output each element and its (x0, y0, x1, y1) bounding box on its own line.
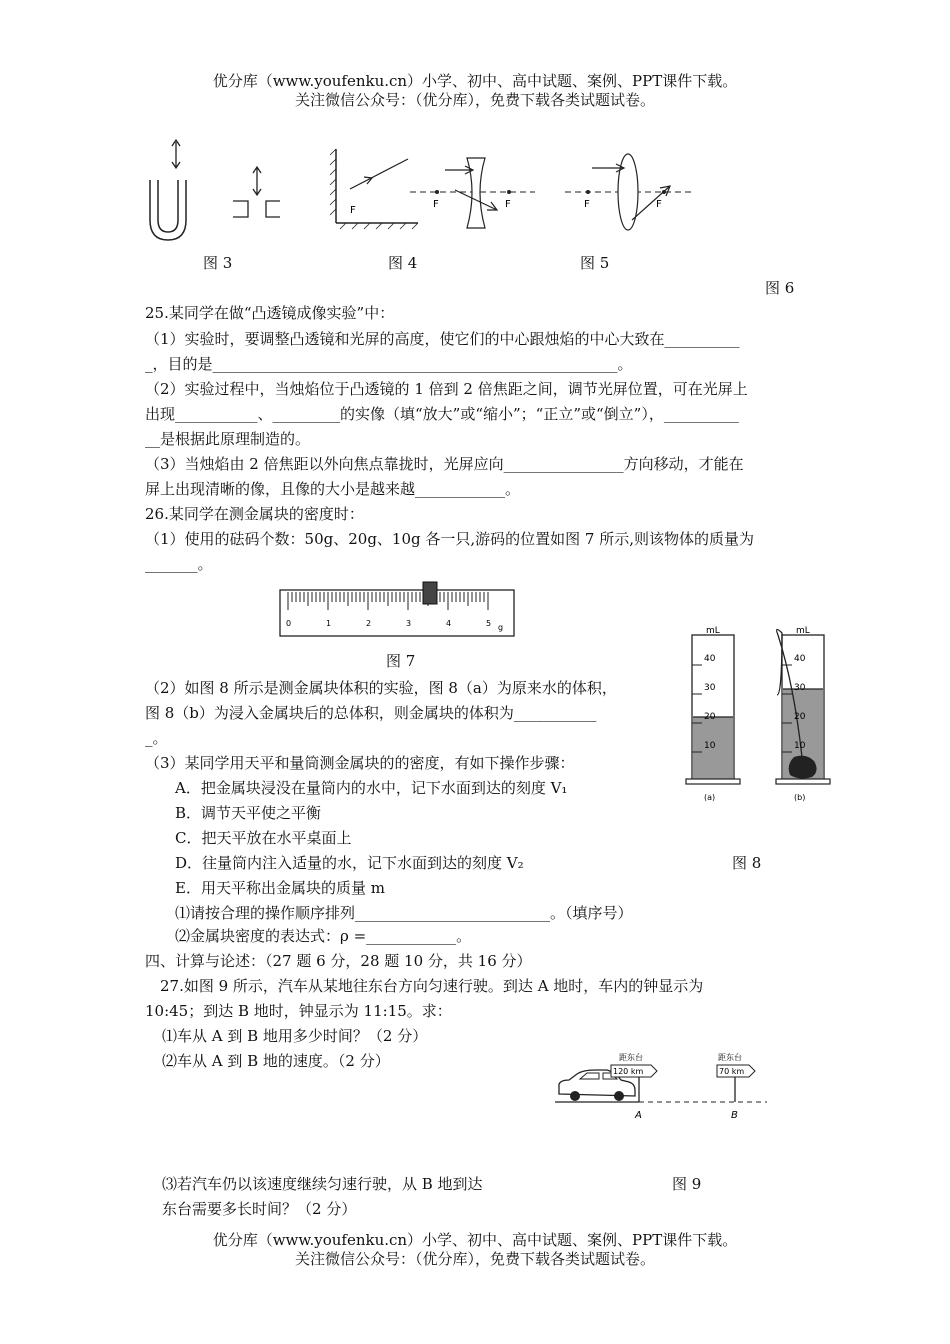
ruler-label: 3 (406, 619, 412, 628)
cylinder-unit-label: mL (706, 626, 720, 636)
q26-step-d: D．往量筒内注入适量的水，记下水面到达的刻度 V₂ (175, 854, 524, 872)
figure-9-caption: 图 9 (672, 1175, 702, 1193)
figure-8-caption: 图 8 (732, 854, 762, 872)
q25-part2-line2: 出现___________、_________的实像（填“放大”或“缩小”；“正立”或“倒立”），__________ (145, 405, 739, 423)
figure-6-caption: 图 6 (765, 279, 795, 297)
q26-title: 26.某同学在测金属块的密度时： (145, 505, 364, 523)
figure-3-pipe (228, 165, 288, 225)
fig6-focus-label-left: F (584, 199, 590, 210)
q25-part1-line2: _，目的是______________________________________________________。 (145, 355, 633, 373)
sign-a-distance: 120 km (613, 1067, 644, 1076)
cylinder-tick-label: 20 (704, 712, 716, 722)
header-line-1: 优分库（www.youfenku.cn）小学、初中、高中试题、案例、PPT课件下载。 (212, 72, 738, 90)
footer-line-2: 关注微信公众号：（优分库），免费下载各类试题试卷。 (294, 1250, 655, 1268)
fig6-focus-label-right: F (656, 199, 662, 210)
cylinder-tick-label: 40 (794, 654, 806, 664)
cylinder-a-label: (a) (704, 793, 716, 802)
ruler-label: 4 (446, 619, 452, 628)
q26-part3-intro: （3）某同学用天平和量筒测金属块的的密度，有如下操作步骤： (145, 754, 575, 772)
cylinder-tick-label: 10 (794, 741, 806, 751)
q27-sub-2: ⑵车从 A 到 B 地的速度。（2 分） (162, 1052, 390, 1070)
point-b-label: B (731, 1110, 738, 1121)
ruler-label: 0 (286, 619, 292, 628)
fig5-focus-label-left: F (433, 199, 439, 210)
q27-line1: 27.如图 9 所示，汽车从某地往东台方向匀速行驶。到达 A 地时，车内的钟显示为 (160, 977, 704, 995)
cylinder-tick-label: 20 (794, 712, 806, 722)
cylinder-tick-label: 40 (704, 654, 716, 664)
q27-sub-3-line1: ⑶若汽车仍以该速度继续匀速行驶，从 B 地到达 (162, 1175, 483, 1193)
q25-part2-line1: （2）实验过程中，当烛焰位于凸透镜的 1 倍到 2 倍焦距之间，调节光屏位置，可在光屏上 (145, 380, 748, 398)
figure-7-rider-scale (278, 580, 518, 640)
q26-part1-line1: （1）使用的砝码个数：50g、20g、10g 各一只,游码的位置如图 7 所示,则该物体的质量为 (145, 530, 754, 548)
q26-part2-line2: 图 8（b）为浸入金属块后的总体积，则金属块的体积为___________ (145, 704, 597, 722)
q27-sub-3-line2: 东台需要多长时间？（2 分） (162, 1200, 357, 1218)
q26-sub-1: ⑴请按合理的操作顺序排列__________________________。（填序号） (175, 904, 633, 922)
q26-sub-2: ⑵金属块密度的表达式：ρ =____________。 (175, 927, 472, 945)
figure-8-cylinders (682, 625, 832, 805)
point-a-label: A (635, 1110, 642, 1121)
section-4-title: 四、计算与论述：（27 题 6 分，28 题 10 分，共 16 分） (145, 952, 532, 970)
sign-b-title: 距东台 (718, 1053, 742, 1062)
figure-3-u-tube (140, 140, 200, 250)
q26-part2-line1: （2）如图 8 所示是测金属块体积的实验，图 8（a）为原来水的体积， (145, 679, 617, 697)
ruler-label: 2 (366, 619, 372, 628)
q26-step-e: E．用天平称出金属块的质量 m (175, 879, 385, 897)
figure-7-caption: 图 7 (386, 652, 416, 670)
cylinder-unit-label: mL (796, 626, 810, 636)
q25-part2-line3: __是根据此原理制造的。 (145, 430, 311, 448)
figure-5-caption: 图 5 (580, 254, 610, 272)
q25-part1-line1: （1）实验时，要调整凸透镜和光屏的高度，使它们的中心跟烛焰的中心大致在__________ (145, 330, 740, 348)
q26-step-b: B．调节天平使之平衡 (175, 804, 322, 822)
figure-3-caption: 图 3 (203, 254, 233, 272)
footer-line-1: 优分库（www.youfenku.cn）小学、初中、高中试题、案例、PPT课件下载。 (212, 1231, 738, 1249)
cylinder-tick-label: 10 (704, 741, 716, 751)
sign-b-distance: 70 km (719, 1067, 745, 1076)
figure-9-road (555, 1050, 770, 1125)
q26-part2-line3: _。 (145, 729, 168, 747)
ruler-label: 1 (326, 619, 332, 628)
figure-6-convex-lens (560, 150, 700, 240)
fig5-focus-label-right: F (505, 199, 511, 210)
q25-part3-line1: （3）当烛焰由 2 倍焦距以外向焦点靠拢时，光屏应向________________方向移动，才能在 (145, 455, 744, 473)
figure-4-caption: 图 4 (388, 254, 418, 272)
cylinder-tick-label: 30 (794, 683, 806, 693)
cylinder-b-label: (b) (794, 793, 806, 802)
q25-title: 25.某同学在做“凸透镜成像实验”中： (145, 304, 395, 322)
q26-step-a: A．把金属块浸没在量筒内的水中，记下水面到达的刻度 V₁ (175, 779, 568, 797)
ruler-label: g (498, 623, 504, 632)
q27-sub-1: ⑴车从 A 到 B 地用多少时间？（2 分） (162, 1027, 428, 1045)
fig4-focus-label: F (350, 205, 356, 216)
cylinder-tick-label: 30 (704, 683, 716, 693)
q26-part1-line2: _______。 (145, 555, 213, 573)
q25-part3-line2: 屏上出现清晰的像，且像的大小是越来越____________。 (145, 480, 521, 498)
figure-5-concave-lens (405, 150, 540, 240)
q26-step-c: C．把天平放在水平桌面上 (175, 829, 352, 847)
ruler-label: 5 (486, 619, 492, 628)
header-line-2: 关注微信公众号：（优分库），免费下载各类试题试卷。 (294, 91, 655, 109)
sign-a-title: 距东台 (619, 1053, 643, 1062)
q27-line2: 10:45；到达 B 地时，钟显示为 11:15。求： (145, 1002, 452, 1020)
